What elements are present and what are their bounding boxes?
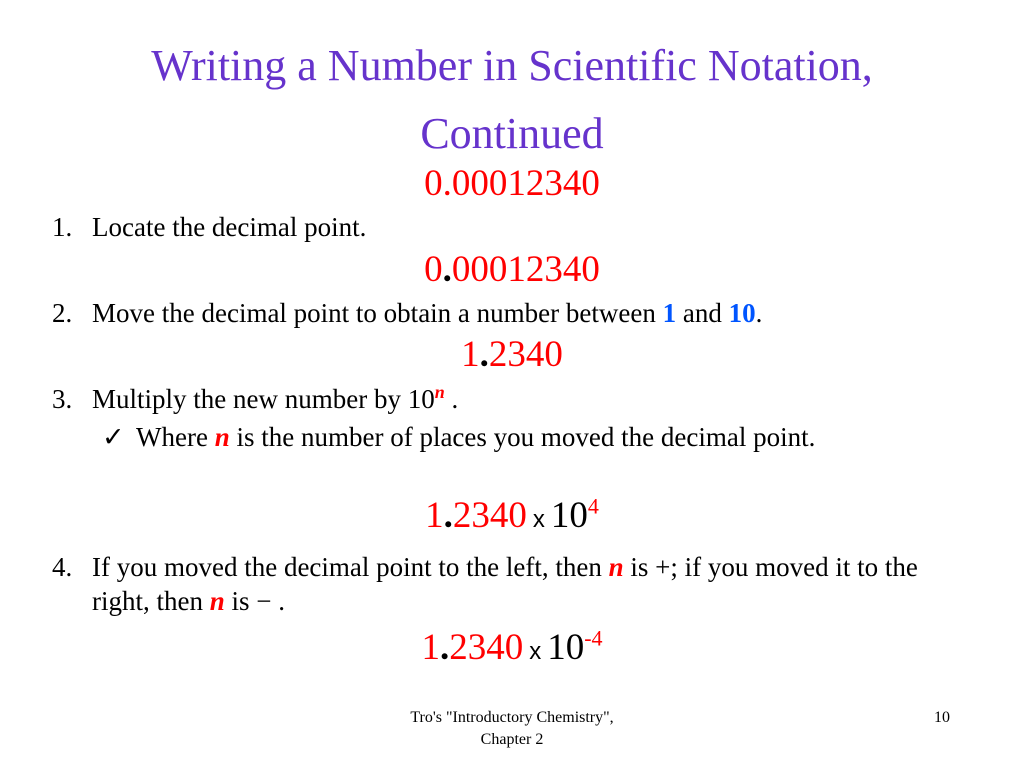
- step-3-bullet-text: [136, 420, 926, 454]
- step-3-bullet-desc: is the number of places you moved the decimal point.: [229, 422, 816, 452]
- step-4-n-1: n: [608, 552, 624, 582]
- example-number: 0.00012340: [424, 163, 600, 204]
- step-3-bullet-n: n: [214, 422, 230, 452]
- step-3-result-base: 10: [550, 495, 588, 536]
- step-2: [52, 296, 982, 330]
- step-3-result-times: x: [532, 506, 545, 533]
- footer-source: [340, 707, 684, 751]
- slide-title: [0, 38, 1024, 162]
- step-2-low-bound: 1: [662, 298, 677, 328]
- step-3-bullet-where: Where: [136, 422, 215, 452]
- step-1-result-decimal-point: .: [442, 249, 452, 290]
- step-4-result-rest: 2340: [449, 627, 524, 668]
- step-3-bullet: [102, 420, 922, 492]
- step-2-number: 2.: [52, 298, 73, 328]
- step-4-n-2: n: [209, 586, 225, 616]
- step-3-result-lead: 1: [425, 495, 444, 536]
- step-1-result-lead: 0: [424, 249, 443, 290]
- step-4-result-lead: 1: [421, 627, 440, 668]
- step-1-result: [0, 248, 1024, 292]
- checkmark-icon: ✓: [102, 422, 125, 452]
- step-4-number: 4.: [52, 552, 73, 582]
- step-4-result-base: 10: [547, 627, 585, 668]
- step-2-high-bound: 10: [728, 298, 756, 328]
- step-1: [52, 210, 982, 244]
- step-4-result-times: x: [529, 638, 542, 665]
- step-2-result: [0, 333, 1024, 377]
- step-2-result-lead: 1: [461, 334, 480, 375]
- step-1-text: Locate the decimal point.: [92, 212, 367, 242]
- step-4-part-3: is − .: [224, 586, 286, 616]
- step-3-exponent-n: n: [434, 382, 445, 402]
- step-2-text: Move the decimal point to obtain a number between: [92, 298, 663, 328]
- title-line-2: Continued: [420, 109, 604, 158]
- step-3-result-rest: 2340: [452, 495, 527, 536]
- step-3-text: Multiply the new number by 10: [92, 384, 435, 414]
- step-2-result-decimal-point: .: [479, 334, 489, 375]
- footer-source-line-2: Chapter 2: [480, 731, 544, 748]
- step-4-part-2: is +; if you moved it to the right, then: [92, 552, 918, 616]
- title-line-1: Writing a Number in Scientific Notation,: [151, 41, 873, 90]
- step-4-text: [92, 550, 982, 618]
- page-number: 10: [934, 709, 950, 726]
- step-4-result-decimal-point: .: [439, 627, 450, 668]
- step-4-result-exponent: -4: [584, 625, 603, 651]
- step-3: [52, 382, 982, 416]
- step-4-result: [0, 626, 1024, 674]
- step-2-and: and: [676, 298, 729, 328]
- step-2-result-rest: 2340: [488, 334, 563, 375]
- step-3-number: 3.: [52, 384, 73, 414]
- step-3-result-exponent: 4: [587, 493, 599, 519]
- step-1-number: 1.: [52, 212, 73, 242]
- step-4-part-1: If you moved the decimal point to the left, then: [92, 552, 609, 582]
- step-1-result-rest: 00012340: [451, 249, 600, 290]
- step-3-end: .: [444, 384, 459, 414]
- step-3-result-decimal-point: .: [443, 495, 453, 536]
- step-2-end: .: [755, 298, 763, 328]
- footer-source-line-1: Tro's "Introductory Chemistry",: [410, 709, 614, 726]
- step-3-result: [0, 494, 1024, 542]
